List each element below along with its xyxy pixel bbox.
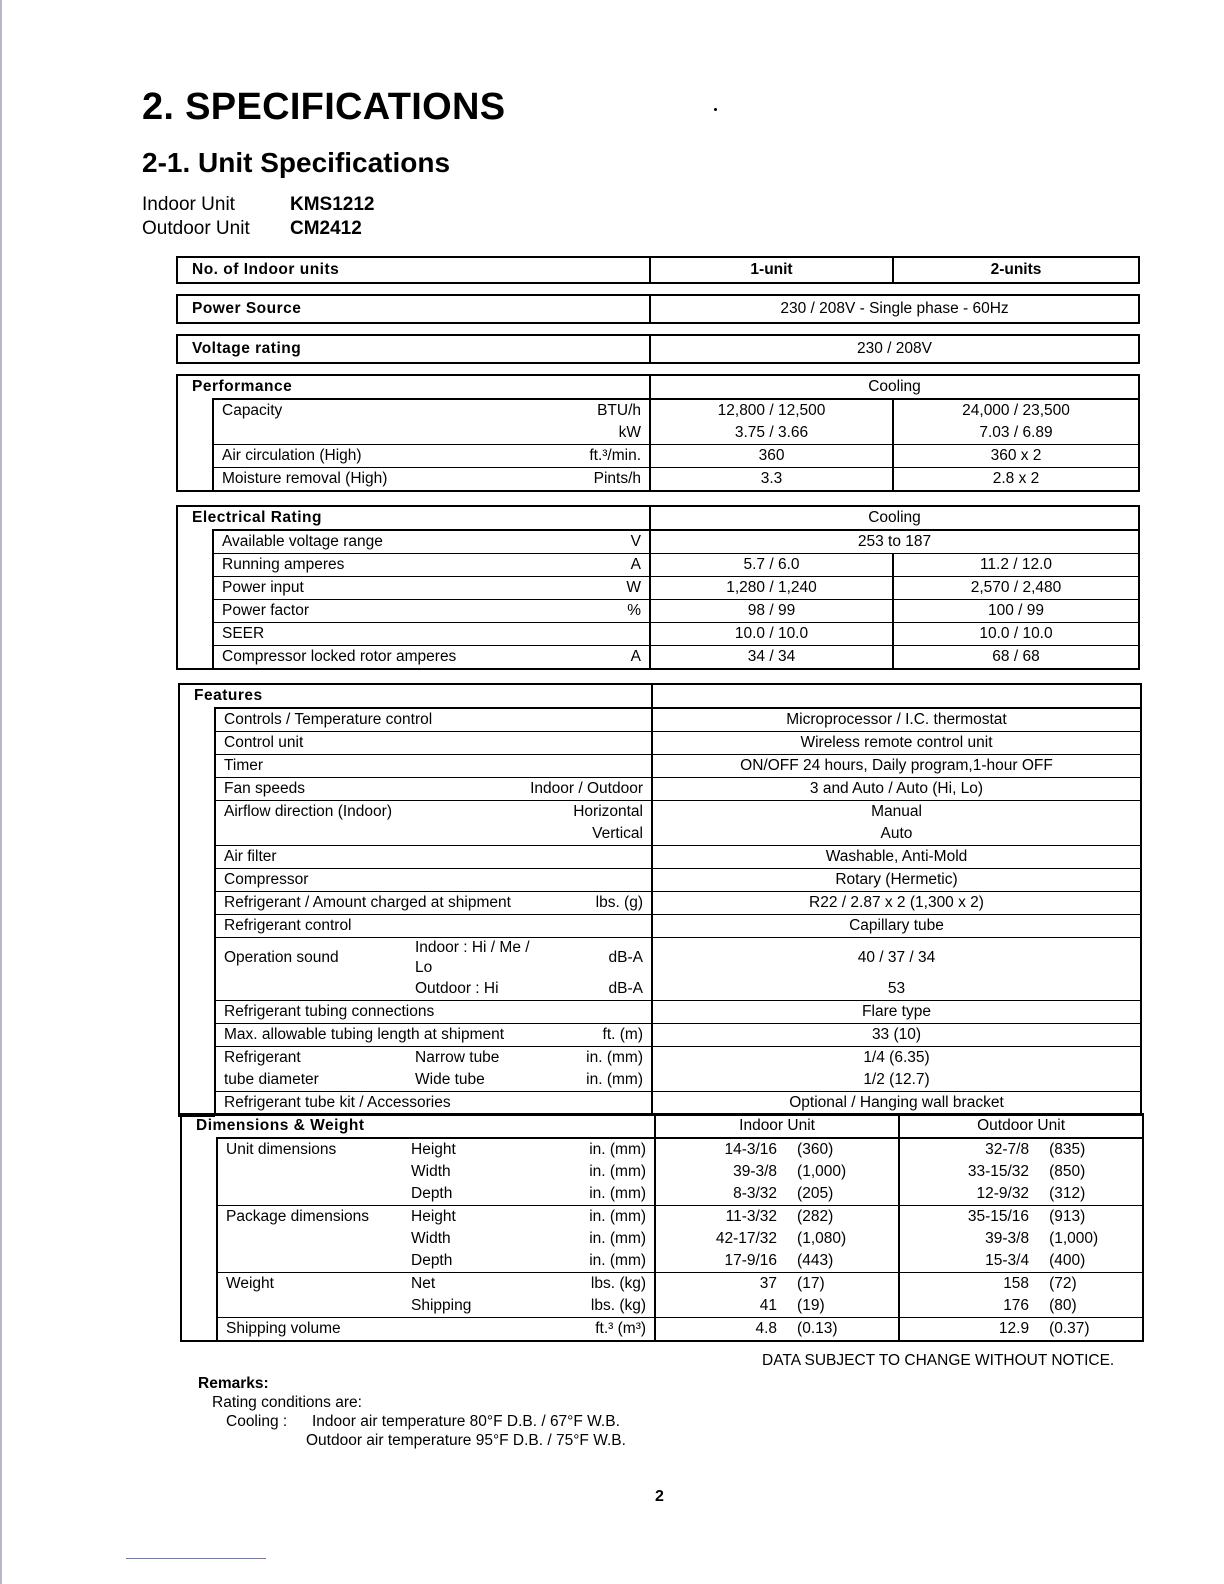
- row-unit: in. (mm): [531, 1138, 655, 1161]
- row-sub-label: Depth: [411, 1183, 531, 1206]
- dimension-row: [181, 1273, 1143, 1296]
- dimension-row: [181, 1183, 1143, 1206]
- row-sub-label: Depth: [411, 1250, 531, 1273]
- outdoor-value-inch: 32-7/8: [985, 1141, 1030, 1158]
- compressor-value: Rotary (Hermetic): [652, 869, 1141, 892]
- row-sub-label: Shipping: [411, 1295, 531, 1318]
- indoor-value-inch: 11-3/32: [655, 1206, 785, 1229]
- timer-value: ON/OFF 24 hours, Daily program,1-hour OFF: [652, 755, 1141, 778]
- outdoor-value-inch: 39-3/8: [985, 1230, 1030, 1247]
- section-title: 2-1. Unit Specifications: [142, 147, 451, 178]
- row-unit: lbs. (kg): [531, 1295, 655, 1318]
- row-group-label: [217, 1295, 411, 1318]
- row-label: Running amperes: [222, 556, 345, 573]
- seer-row: [213, 623, 650, 646]
- row-unit: A: [630, 648, 641, 665]
- row-unit: in. (mm): [589, 1163, 647, 1180]
- value-1-unit: 3.3: [650, 468, 893, 492]
- performance-label: Performance: [177, 375, 650, 399]
- tube-diameter-label-2: tube diameter: [215, 1069, 415, 1092]
- airflow-label: Airflow direction (Indoor): [215, 801, 535, 824]
- outdoor-unit-header: Outdoor Unit: [899, 1114, 1143, 1138]
- value-2-units: 11.2 / 12.0: [893, 554, 1139, 577]
- outdoor-value-inch: 158: [1003, 1275, 1030, 1292]
- power-source-label: Power Source: [177, 295, 650, 323]
- row-label: Capacity: [222, 402, 283, 419]
- indoor-count-label: No. of Indoor units: [177, 257, 650, 283]
- row-group-label: Weight: [217, 1273, 411, 1296]
- row-unit: %: [627, 602, 641, 619]
- row-sub-label: Width: [411, 1163, 451, 1180]
- narrow-tube: Narrow tube: [415, 1049, 500, 1066]
- tube-diameter-label: Refrigerant: [215, 1047, 415, 1070]
- blank: [215, 978, 415, 1001]
- indoor-value-inch: 41: [655, 1295, 785, 1318]
- col-2-units: 2-units: [893, 257, 1139, 283]
- outdoor-value-mm: (850): [1037, 1161, 1143, 1183]
- row-sub-label: Width: [411, 1230, 451, 1247]
- fan-speeds-sub: Indoor / Outdoor: [415, 778, 652, 801]
- indent: [181, 1138, 217, 1341]
- air-filter-label: Air filter: [215, 846, 652, 869]
- outdoor-value-mm: (400): [1037, 1250, 1143, 1273]
- data-notice: DATA SUBJECT TO CHANGE WITHOUT NOTICE.: [762, 1352, 1115, 1369]
- speck: [714, 108, 717, 111]
- airflow-horizontal-value: Manual: [652, 801, 1141, 824]
- dimensions-label: Dimensions & Weight: [181, 1114, 655, 1138]
- row-label: Power input: [222, 579, 304, 596]
- row-label: Air circulation (High): [222, 447, 362, 464]
- row-unit: W: [626, 579, 641, 596]
- power-factor-row: [213, 600, 650, 623]
- footer-line: [126, 1558, 266, 1559]
- indoor-value-mm: (443): [785, 1250, 899, 1273]
- capacity-row-label: [213, 399, 650, 422]
- outdoor-unit-row: [142, 218, 375, 242]
- power-source-value: 230 / 208V - Single phase - 60Hz: [650, 295, 1139, 323]
- row-unit: in. (mm): [531, 1183, 655, 1206]
- tubing-length-value: 33 (10): [652, 1024, 1141, 1047]
- remarks-intro: Rating conditions are:: [212, 1394, 362, 1411]
- row-unit: in. (mm): [589, 1230, 647, 1247]
- row-unit: ft.³ (m³): [531, 1318, 655, 1342]
- row-label: Available voltage range: [222, 533, 383, 550]
- outdoor-value-inch: 176: [899, 1295, 1037, 1318]
- wide-tube-unit: in. (mm): [535, 1069, 652, 1092]
- indoor-value-mm: (360): [785, 1138, 899, 1161]
- value-1-unit: 5.7 / 6.0: [650, 554, 893, 577]
- outdoor-value-mm: (72): [1037, 1273, 1143, 1296]
- row-unit: lbs. (kg): [590, 1275, 647, 1292]
- refrigerant-label: Refrigerant / Amount charged at shipment: [215, 892, 535, 915]
- dimension-row: [181, 1295, 1143, 1318]
- remarks-title: Remarks:: [198, 1375, 269, 1392]
- indoor-count-table: [176, 256, 1140, 284]
- indoor-value-inch: 17-9/16: [655, 1250, 785, 1273]
- indoor-value-mm: (0.13): [785, 1318, 899, 1342]
- voltage-rating-table: [176, 334, 1140, 364]
- sound-indoor: Indoor : Hi / Me / Lo: [415, 939, 530, 976]
- unit-label: Outdoor Unit: [142, 218, 250, 239]
- outdoor-value-inch: 12.9: [899, 1318, 1037, 1342]
- indent: [179, 708, 215, 1116]
- remarks: [198, 1374, 626, 1450]
- indoor-value-mm: (17): [785, 1273, 899, 1296]
- indoor-value-mm: (205): [785, 1183, 899, 1206]
- timer-label: Timer: [215, 755, 652, 778]
- dimension-row: [181, 1161, 1143, 1183]
- indoor-value-inch: 14-3/16: [655, 1138, 785, 1161]
- air-filter-value: Washable, Anti-Mold: [652, 846, 1141, 869]
- value-2-units: 360 x 2: [893, 445, 1139, 468]
- voltage-range-row: [213, 530, 650, 554]
- row-unit: in. (mm): [531, 1250, 655, 1273]
- indoor-unit-header: Indoor Unit: [655, 1114, 899, 1138]
- outdoor-value-mm: (1,000): [1037, 1228, 1143, 1250]
- value-1-unit: 1,280 / 1,240: [650, 577, 893, 600]
- value-1-unit: 34 / 34: [650, 646, 893, 670]
- fan-speeds-value: 3 and Auto / Auto (Hi, Lo): [652, 778, 1141, 801]
- tubing-connections-label: Refrigerant tubing connections: [215, 1001, 652, 1024]
- row-unit: ft.³/min.: [589, 447, 642, 464]
- dimension-row: [181, 1250, 1143, 1273]
- row-unit: V: [630, 533, 641, 550]
- cooling-line-2: Outdoor air temperature 95°F D.B. / 75°F W.B.: [306, 1432, 626, 1449]
- electrical-table: [176, 505, 1140, 670]
- unit-model: KMS1212: [290, 194, 375, 215]
- row-sub-label: Net: [411, 1275, 436, 1292]
- row-label: Moisture removal (High): [222, 470, 388, 487]
- row-sub-label: [411, 1318, 531, 1342]
- voltage-rating-label: Voltage rating: [177, 335, 650, 363]
- value-2-units: 100 / 99: [893, 600, 1139, 623]
- outdoor-value-mm: (913): [1037, 1206, 1143, 1229]
- page-edge-line: [0, 0, 2, 1584]
- airflow-vertical-value: Auto: [652, 823, 1141, 846]
- unit-model: CM2412: [290, 218, 362, 239]
- controls-label: Controls / Temperature control: [215, 708, 652, 732]
- outdoor-value-mm: (0.37): [1037, 1318, 1143, 1342]
- narrow-tube-value: 1/4 (6.35): [652, 1047, 1141, 1070]
- value-2-units: 7.03 / 6.89: [893, 422, 1139, 445]
- power-input-row: [213, 577, 650, 600]
- dimension-row: [181, 1228, 1143, 1250]
- dimensions-table: [180, 1113, 1144, 1342]
- row-group-label: [217, 1228, 411, 1250]
- tubing-length-label: Max. allowable tubing length at shipment: [215, 1024, 535, 1047]
- row-label: Power factor: [222, 602, 310, 619]
- tubing-connections-value: Flare type: [652, 1001, 1141, 1024]
- value-2-units: 2,570 / 2,480: [893, 577, 1139, 600]
- value-1-unit: 360: [650, 445, 893, 468]
- unit-label: Indoor Unit: [142, 194, 235, 215]
- row-label: Compressor locked rotor amperes: [222, 648, 457, 665]
- blank: [215, 823, 535, 846]
- running-amperes-row: [213, 554, 650, 577]
- control-unit-label: Control unit: [215, 732, 652, 755]
- row-group-label: [217, 1250, 411, 1273]
- row-sub-label: Height: [411, 1208, 456, 1225]
- row-unit: in. (mm): [589, 1208, 647, 1225]
- row-unit: A: [630, 556, 641, 573]
- outdoor-value-mm: (80): [1037, 1295, 1143, 1318]
- indoor-value-mm: (1,080): [785, 1228, 899, 1250]
- sound-outdoor-value: 53: [652, 978, 1141, 1001]
- value-1-unit: 3.75 / 3.66: [650, 422, 893, 445]
- voltage-rating-value: 230 / 208V: [650, 335, 1139, 363]
- outdoor-value-mm: (312): [1037, 1183, 1143, 1206]
- dimensions-rows: [181, 1138, 1143, 1341]
- sound-unit: dB-A: [608, 949, 643, 966]
- row-sub-label: Height: [411, 1138, 531, 1161]
- indoor-value-inch: 4.8: [655, 1318, 785, 1342]
- moisture-removal-row: [213, 468, 650, 492]
- refrigerant-unit: lbs. (g): [535, 892, 652, 915]
- dimension-row: [181, 1206, 1143, 1229]
- indoor-value-inch: 8-3/32: [655, 1183, 785, 1206]
- features-label: Features: [179, 684, 652, 708]
- operation-sound-label: Operation sound: [215, 938, 415, 979]
- col-1-unit: 1-unit: [650, 257, 893, 283]
- row-group-label: Unit dimensions: [217, 1138, 411, 1161]
- fan-speeds-label: Fan speeds: [215, 778, 415, 801]
- row-label: SEER: [222, 625, 265, 642]
- refrigerant-control-label: Refrigerant control: [215, 915, 652, 938]
- indoor-value-mm: (282): [785, 1206, 899, 1229]
- row-group-label: [217, 1183, 411, 1206]
- outdoor-value-inch: 12-9/32: [899, 1183, 1037, 1206]
- tubing-length-unit: ft. (m): [535, 1024, 652, 1047]
- dimension-row: [181, 1138, 1143, 1161]
- row-unit: Pints/h: [593, 470, 642, 487]
- indent: [177, 530, 213, 669]
- outdoor-value-mm: (835): [1037, 1138, 1143, 1161]
- value-2-units: 10.0 / 10.0: [893, 623, 1139, 646]
- sound-indoor-value: 40 / 37 / 34: [652, 938, 1141, 979]
- tube-kit-label: Refrigerant tube kit / Accessories: [215, 1092, 652, 1116]
- performance-mode: Cooling: [650, 375, 1139, 399]
- outdoor-value-inch: 33-15/32: [967, 1163, 1030, 1180]
- sound-outdoor: Outdoor : Hi: [415, 978, 535, 1001]
- air-circulation-row: [213, 445, 650, 468]
- page-number: 2: [655, 1488, 664, 1505]
- tube-kit-value: Optional / Hanging wall bracket: [652, 1092, 1141, 1116]
- outdoor-value-inch: 15-3/4: [899, 1250, 1037, 1273]
- value-1-unit: 98 / 99: [650, 600, 893, 623]
- row-unit: BTU/h: [597, 402, 642, 419]
- sound-unit: dB-A: [535, 978, 652, 1001]
- narrow-tube-unit: in. (mm): [586, 1049, 643, 1066]
- value-2-units: 24,000 / 23,500: [893, 399, 1139, 422]
- page-title: 2. SPECIFICATIONS: [142, 86, 506, 128]
- remarks-cooling: [198, 1412, 626, 1431]
- row-unit: kW: [213, 422, 650, 445]
- row-group-label: Shipping volume: [217, 1318, 411, 1342]
- airflow-horizontal: Horizontal: [573, 803, 643, 820]
- features-table: [178, 683, 1142, 1117]
- compressor-label: Compressor: [215, 869, 652, 892]
- wide-tube: Wide tube: [415, 1069, 535, 1092]
- features-header-blank: [652, 684, 1141, 708]
- value-1-unit: 12,800 / 12,500: [650, 399, 893, 422]
- indoor-value-inch: 37: [655, 1273, 785, 1296]
- value-2-units: 2.8 x 2: [893, 468, 1139, 492]
- voltage-range-value: 253 to 187: [650, 530, 1139, 554]
- wide-tube-value: 1/2 (12.7): [652, 1069, 1141, 1092]
- value-2-units: 68 / 68: [893, 646, 1139, 670]
- row-group-label: [217, 1161, 411, 1183]
- indoor-value-mm: (19): [785, 1295, 899, 1318]
- electrical-mode: Cooling: [650, 506, 1139, 530]
- controls-value: Microprocessor / I.C. thermostat: [652, 708, 1141, 732]
- indoor-value-inch: 39-3/8: [655, 1161, 785, 1183]
- airflow-vertical: Vertical: [535, 823, 652, 846]
- locked-rotor-row: [213, 646, 650, 670]
- indoor-value-mm: (1,000): [785, 1161, 899, 1183]
- row-group-label: Package dimensions: [217, 1206, 411, 1229]
- electrical-label: Electrical Rating: [177, 506, 650, 530]
- cooling-label: Cooling :: [226, 1413, 288, 1430]
- refrigerant-value: R22 / 2.87 x 2 (1,300 x 2): [652, 892, 1141, 915]
- value-1-unit: 10.0 / 10.0: [650, 623, 893, 646]
- cooling-line-1: Indoor air temperature 80°F D.B. / 67°F W.B.: [312, 1413, 620, 1430]
- indoor-unit-row: [142, 194, 375, 218]
- refrigerant-control-value: Capillary tube: [652, 915, 1141, 938]
- outdoor-value-inch: 35-15/16: [967, 1208, 1030, 1225]
- indoor-value-inch: 42-17/32: [655, 1228, 785, 1250]
- indent: [177, 399, 213, 491]
- performance-table: [176, 374, 1140, 492]
- unit-models: [142, 194, 375, 242]
- power-source-table: [176, 294, 1140, 324]
- dimension-row: [181, 1318, 1143, 1342]
- control-unit-value: Wireless remote control unit: [652, 732, 1141, 755]
